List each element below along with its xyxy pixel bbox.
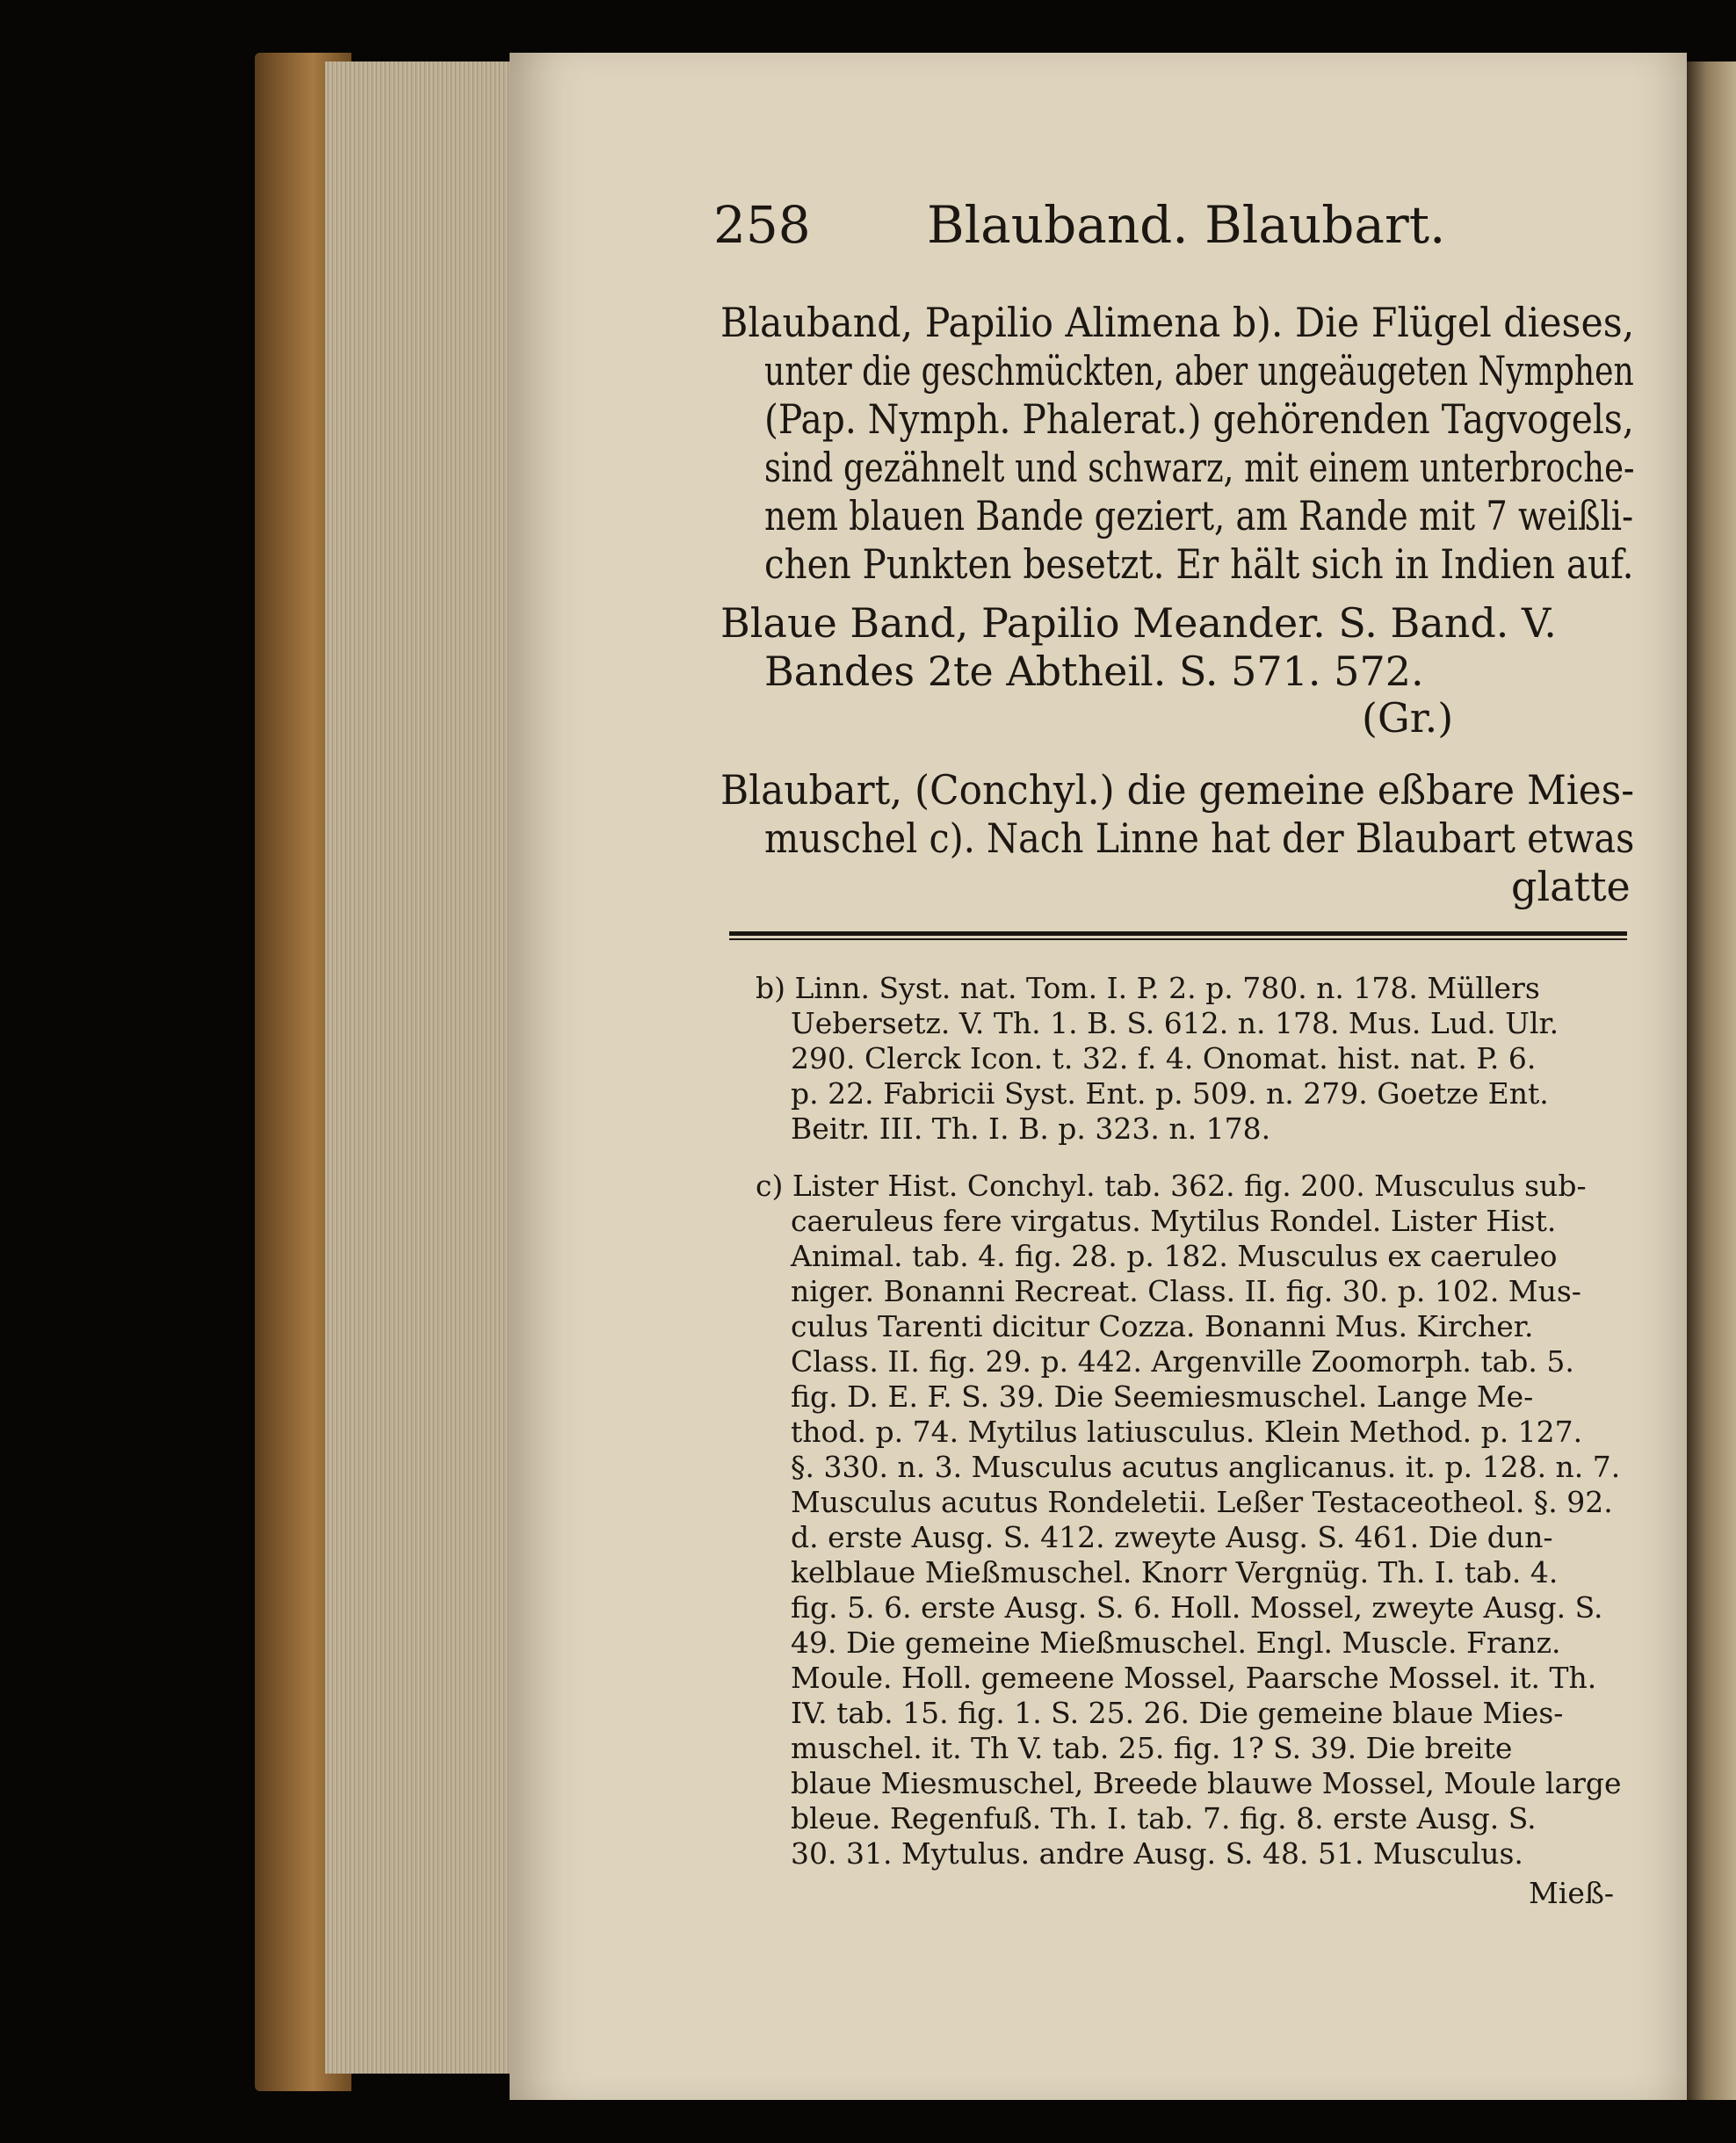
footnote-rule-thin xyxy=(729,938,1627,940)
facing-page-edge xyxy=(1687,62,1736,2100)
footnote-line: §. 330. n. 3. Musculus acutus anglicanus. it. p. 128. n. 7. xyxy=(791,1450,1621,1484)
entry-line: unter die geschmückten, aber ungeäugeten Nymphen xyxy=(764,347,1634,395)
footnote-line: kelblaue Mießmuschel. Knorr Vergnüg. Th. I. tab. 4. xyxy=(791,1555,1559,1589)
footnote-line: Musculus acutus Rondeletii. Leßer Testaceotheol. §. 92. xyxy=(791,1485,1613,1519)
footnote-line: IV. tab. 15. fig. 1. S. 25. 26. Die gemeine blaue Mies- xyxy=(791,1696,1564,1730)
footnote-line: Class. II. fig. 29. p. 442. Argenville Zoomorph. tab. 5. xyxy=(791,1344,1574,1379)
running-title: Blauband. Blaubart. xyxy=(927,195,1446,255)
footnote-line: Beitr. III. Th. I. B. p. 323. n. 178. xyxy=(791,1111,1271,1146)
footnote-line: b) Linn. Syst. nat. Tom. I. P. 2. p. 780. n. 178. Müllers xyxy=(756,971,1540,1005)
footnote-line: c) Lister Hist. Conchyl. tab. 362. fig. 200. Musculus sub- xyxy=(756,1169,1587,1203)
footnote-line: muschel. it. Th V. tab. 25. fig. 1? S. 39. Die breite xyxy=(791,1731,1513,1765)
entry-line: muschel c). Nach Linne hat der Blaubart etwas xyxy=(764,814,1635,862)
entry-line: nem blauen Bande geziert, am Rande mit 7 weißli- xyxy=(764,492,1634,539)
footnote-rule xyxy=(729,931,1627,936)
page-edges xyxy=(325,62,518,2074)
footnote-line: fig. D. E. F. S. 39. Die Seemiesmuschel. Lange Me- xyxy=(791,1379,1534,1414)
footnote-line: 30. 31. Mytulus. andre Ausg. S. 48. 51. Musculus. xyxy=(791,1836,1523,1871)
entry-line: Blaubart, (Conchyl.) die gemeine eßbare Mies- xyxy=(720,766,1635,814)
footnote-line: culus Tarenti dicitur Cozza. Bonanni Mus. Kircher. xyxy=(791,1309,1534,1343)
footnote-line: niger. Bonanni Recreat. Class. II. fig. 30. p. 102. Mus- xyxy=(791,1274,1581,1308)
footnote-line: 290. Clerck Icon. t. 32. f. 4. Onomat. hist. nat. P. 6. xyxy=(791,1041,1537,1075)
footnote-line: Uebersetz. V. Th. 1. B. S. 612. n. 178. Mus. Lud. Ulr. xyxy=(791,1006,1559,1040)
author-signature: (Gr.) xyxy=(1362,694,1454,742)
footnote-line: d. erste Ausg. S. 412. zweyte Ausg. S. 461. Die dun- xyxy=(791,1520,1553,1554)
entry-line: chen Punkten besetzt. Er hält sich in Indien auf. xyxy=(764,540,1634,588)
footnote-catchword: Mieß- xyxy=(1529,1876,1615,1910)
page-number: 258 xyxy=(713,195,811,255)
entry-line: Bandes 2te Abtheil. S. 571. 572. xyxy=(764,648,1424,695)
footnote-line: Animal. tab. 4. fig. 28. p. 182. Musculus ex caeruleo xyxy=(791,1239,1558,1273)
entry-line: Blaue Band, Papilio Meander. S. Band. V. xyxy=(720,599,1557,647)
footnote-line: 49. Die gemeine Mießmuschel. Engl. Muscle. Franz. xyxy=(791,1625,1561,1660)
footnote-line: Moule. Holl. gemeene Mossel, Paarsche Mossel. it. Th. xyxy=(791,1661,1597,1695)
footnote-line: fig. 5. 6. erste Ausg. S. 6. Holl. Mossel, zweyte Ausg. S. xyxy=(791,1590,1603,1625)
catchword: glatte xyxy=(1511,863,1631,910)
entry-line: sind gezähnelt und schwarz, mit einem unterbroche- xyxy=(764,444,1635,491)
footnote-line: bleue. Regenfuß. Th. I. tab. 7. fig. 8. erste Ausg. S. xyxy=(791,1801,1537,1835)
footnote-line: blaue Miesmuschel, Breede blauwe Mossel, Moule large xyxy=(791,1766,1622,1800)
footnote-line: p. 22. Fabricii Syst. Ent. p. 509. n. 279. Goetze Ent. xyxy=(791,1076,1549,1111)
footnote-line: caeruleus fere virgatus. Mytilus Rondel. Lister Hist. xyxy=(791,1204,1557,1238)
entry-line: Blauband, Papilio Alimena b). Die Flügel dieses, xyxy=(720,299,1635,346)
entry-line: (Pap. Nymph. Phalerat.) gehörenden Tagvogels, xyxy=(764,395,1634,443)
footnote-line: thod. p. 74. Mytilus latiusculus. Klein Method. p. 127. xyxy=(791,1415,1583,1449)
